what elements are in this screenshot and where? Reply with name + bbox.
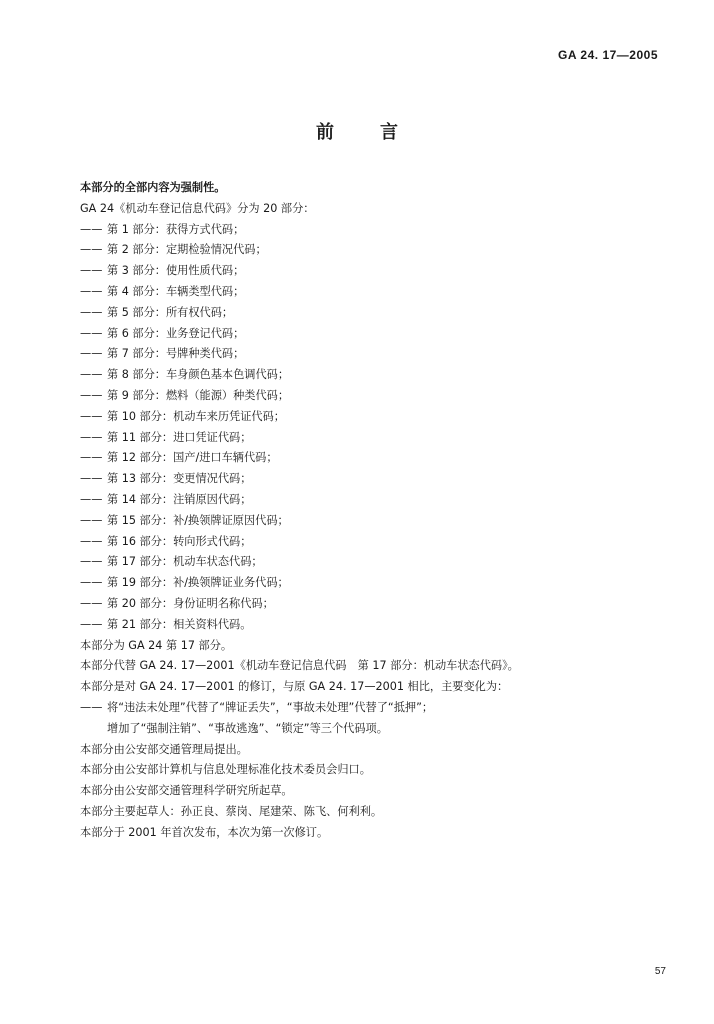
foreword-body xyxy=(80,178,680,844)
list-item: —— 第 12 部分：国产/进口车辆代码； xyxy=(80,451,278,465)
list-item: —— 第 15 部分：补/换领牌证原因代码； xyxy=(80,513,289,527)
mandatory-statement: 本部分的全部内容为强制性。 xyxy=(80,181,226,194)
list-item: —— 第 2 部分：定期检验情况代码； xyxy=(80,243,267,257)
list-item: —— 第 13 部分：变更情况代码； xyxy=(80,472,252,486)
list-item: —— 第 14 部分：注销原因代码； xyxy=(80,492,252,506)
list-item: —— 第 16 部分：转向形式代码； xyxy=(80,534,252,548)
list-item: —— 第 10 部分：机动车来历凭证代码； xyxy=(80,409,285,423)
drafters: 本部分主要起草人：孙正良、蔡岗、尾建荣、陈飞、何利利。 xyxy=(80,804,383,818)
list-item: —— 第 11 部分：进口凭证代码； xyxy=(80,430,252,444)
replaces-statement: 本部分代替 GA 24. 17—2001《机动车登记信息代码 第 17 部分：机动车状态代码》。 xyxy=(80,659,519,673)
publication-history: 本部分于 2001 年首次发布，本次为第一次修订。 xyxy=(80,825,329,839)
change-item-2: 增加了“强制注销”、“事故逃逸”、“锁定”等三个代码项。 xyxy=(107,721,388,735)
revision-statement: 本部分是对 GA 24. 17—2001 的修订，与原 GA 24. 17—2001 相比，主要变化为： xyxy=(80,680,509,694)
list-item: —— 第 1 部分：获得方式代码； xyxy=(80,222,245,236)
proposed-by: 本部分由公安部交通管理局提出。 xyxy=(80,742,248,756)
list-item: —— 第 5 部分：所有权代码； xyxy=(80,305,234,319)
parts-list xyxy=(80,220,680,636)
parts-intro: GA 24《机动车登记信息代码》分为 20 部分： xyxy=(80,201,315,215)
this-part-statement: 本部分为 GA 24 第 17 部分。 xyxy=(80,638,233,652)
list-item: —— 第 21 部分：相关资料代码。 xyxy=(80,617,252,631)
change-item-1: —— 将“违法未处理”代替了“牌证丢失”，“事故未处理”代替了“抵押”； xyxy=(80,700,434,714)
page-number: 57 xyxy=(654,966,666,977)
list-item: —— 第 17 部分：机动车状态代码； xyxy=(80,555,263,569)
list-item: —— 第 7 部分：号牌种类代码； xyxy=(80,347,245,361)
list-item: —— 第 4 部分：车辆类型代码； xyxy=(80,284,245,298)
list-item: —— 第 9 部分：燃料（能源）种类代码； xyxy=(80,388,290,402)
list-item: —— 第 8 部分：车身颜色基本色调代码； xyxy=(80,368,290,382)
standard-code-header: GA 24. 17—2005 xyxy=(558,48,658,62)
managed-by: 本部分由公安部计算机与信息处理标准化技术委员会归口。 xyxy=(80,763,371,777)
list-item: —— 第 3 部分：使用性质代码； xyxy=(80,264,245,278)
list-item: —— 第 6 部分：业务登记代码； xyxy=(80,326,245,340)
list-item: —— 第 19 部分：补/换领牌证业务代码； xyxy=(80,576,289,590)
list-item: —— 第 20 部分：身份证明名称代码； xyxy=(80,596,274,610)
drafted-by: 本部分由公安部交通管理科学研究所起草。 xyxy=(80,784,293,798)
page-title: 前言 xyxy=(316,122,444,143)
